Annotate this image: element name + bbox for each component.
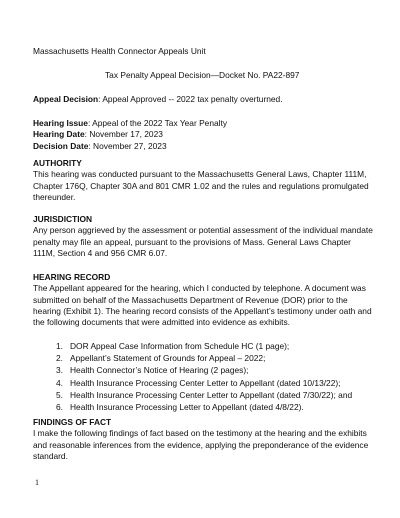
jurisdiction-heading: JURISDICTION — [33, 214, 93, 224]
appeal-decision-label: Appeal Decision — [33, 94, 99, 104]
authority-section — [33, 158, 373, 203]
organization-name: Massachusetts Health Connector Appeals Unit — [33, 46, 206, 56]
hearing-issue-label: Hearing Issue — [33, 118, 88, 128]
findings-section — [33, 417, 373, 462]
decision-date-value: : November 27, 2023 — [88, 140, 167, 151]
findings-body: I make the following findings of fact based on the testimony at the hearing and the exhibits and reasonable inferences from the evidence, applying the preponderance of the evidence standard. — [33, 428, 369, 461]
exhibit-item: 2. Appellant’s Statement of Grounds for Appeal – 2022; — [56, 353, 266, 364]
appeal-decision-text: : Appeal Approved -- 2022 tax penalty overturned. — [98, 94, 283, 104]
exhibit-list — [56, 340, 386, 413]
jurisdiction-section — [33, 214, 373, 259]
hearing-date-label: Hearing Date — [33, 129, 85, 140]
hearing-date — [33, 129, 373, 140]
hearing-issue-value: : Appeal of the 2022 Tax Year Penalty — [87, 118, 228, 128]
hearing-info — [33, 118, 373, 152]
authority-heading: AUTHORITY — [33, 158, 82, 168]
exhibit-item: 3. Health Connector’s Notice of Hearing (2 pages); — [56, 365, 249, 376]
hearing-record-body: The Appellant appeared for the hearing, which I conducted by telephone. A document was submitted on behalf of the Massachusetts Department of Revenue (DOR) prior to the hearing (Exhibit 1). The hearing record consists of the Appellant’s testimony under oath and the following documents that were admitted into evidence as exhibits. — [33, 283, 372, 328]
docket-line: Tax Penalty Appeal Decision—Docket No. PA22-897 — [105, 70, 300, 80]
hearing-issue — [33, 118, 373, 129]
exhibit-item: 6. Health Insurance Processing Letter to Appellant (dated 4/8/22). — [56, 402, 304, 413]
decision-date — [33, 141, 373, 152]
exhibit-item: 1. DOR Appeal Case Information from Schedule HC (1 page); — [56, 341, 290, 351]
jurisdiction-body: Any person aggrieved by the assessment or potential assessment of the individual mandate penalty may file an appeal, pursuant to the provisions of Mass. General Laws Chapter 111M, Section 4 and 956 CMR 6.07. — [33, 225, 373, 258]
decision-date-label: Decision Date — [33, 140, 89, 151]
appeal-decision — [33, 94, 373, 105]
authority-body: This hearing was conducted pursuant to the Massachusetts General Laws, Chapter 111M, Chapter 176Q, Chapter 30A and 801 CMR 1.02 and the rules and regulations promulgated thereunder. — [33, 169, 369, 202]
findings-heading: FINDINGS OF FACT — [33, 417, 112, 427]
exhibit-item: 5. Health Insurance Processing Center Letter to Appellant (dated 7/30/22); and — [56, 389, 353, 400]
hearing-date-value: : November 17, 2023 — [84, 129, 163, 140]
hearing-record-heading: HEARING RECORD — [33, 272, 111, 282]
exhibit-item: 4. Health Insurance Processing Center Letter to Appellant (dated 10/13/22); — [56, 377, 341, 388]
hearing-record-section — [33, 272, 373, 328]
page-number: 1 — [35, 478, 39, 487]
